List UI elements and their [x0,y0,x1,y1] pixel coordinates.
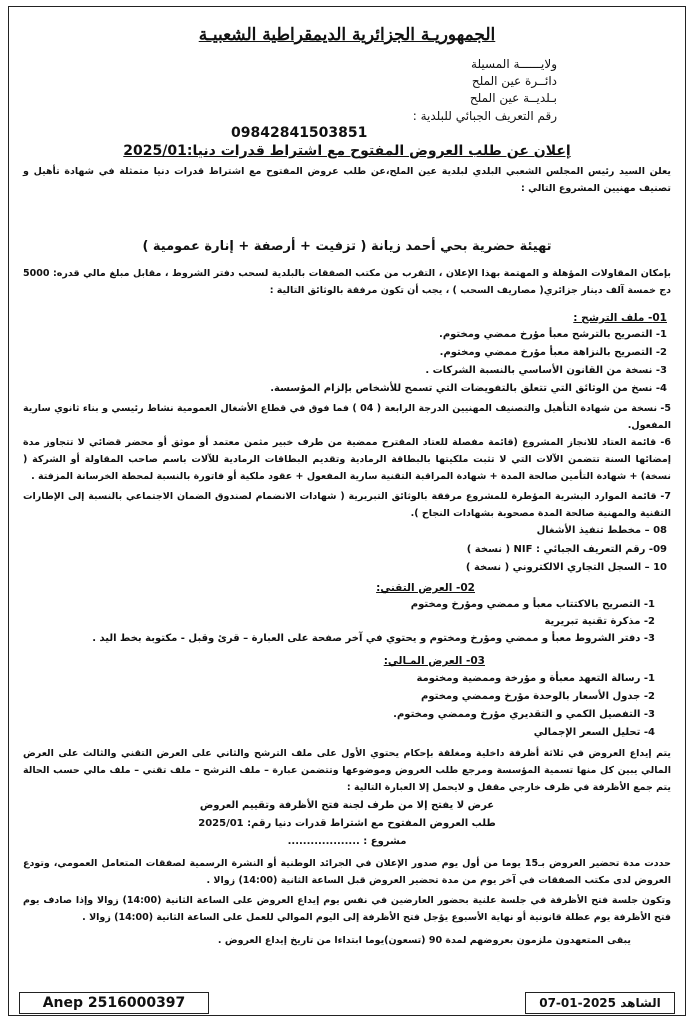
closing-paragraph-3: يبقى المتعهدون ملزمون بعروضهم لمدة 90 (تسعون)يوما ابتداءا من تاريخ إيداع العروض . [217,935,631,946]
list-item: 3- التفصيل الكمي و التقديري مؤرخ وممضي ومختوم. [393,709,655,720]
list-item: 09- رقم التعريف الجبائي : NIF ( نسخة ) [466,544,667,555]
deposit-paragraph: يتم إيداع العروض في ثلاثة أظرفة داخلية ومغلقة بإحكام يحتوي الأول على ملف الترشح والثاني على العرض التقني والثالث على العرض المالي يبين كل منها تسمية المؤسسة ومرجع طلب العروض وموضوعها وتتضمن عبارة – ملف الترشح – ملف تقني – ملف مالي حسب الحالة يتم جمع الأظرفة في ظرف خارجي مقفل و لايحمل إلا العبارة التالية : [23,748,671,793]
list-item: 4- تحليل السعر الإجمالي [533,727,655,738]
list-item: 4- نسخ من الوثائق التي تتعلق بالتفويضات التي تسمح للأشخاص بإلزام المؤسسة. [270,383,667,394]
anep-reference: Anep 2516000397 [19,992,209,1014]
intro-paragraph: يعلن السيد رئيس المجلس الشعبي البلدي لبلدية عين الملح،عن طلب عروض المفتوح مع اشتراط قدرات دنيا متمثلة في شهادة تأهيل و تصنيف مهنيين المشروع التالي : [23,166,671,194]
financial-heading: 03- العرض المـالي: [383,655,485,667]
list-item: 6- قائمة العتاد للانجاز المشروع (قائمة مفصلة للعتاد المقترح ممضية من طرف خبير مثمن معتمد أو موثق أو محضر قضائي لا تتجاوز مدة إمضائها السنة تتضمن الآلات التي لا تثبت ملكيتها بالبطاقة الرمادية وتقديم البطاقات الرمادية للآلات باسم صاحب المقاولة أو الشركة ( نسخة) + شهادة التأمين صالحة المدة + شهادة المراقبة التقنية سارية المفعول + عقود ملكية أو فاتورة بالنسبة لمحطة الخرسانة المزفتة . [23,437,671,482]
list-item: 1- التصريح بالاكتتاب معبأ و ممضي ومؤرخ ومختوم [410,599,655,610]
nif-label: رقم التعريف الجبائي للبلدية : [412,109,557,123]
page-title: الجمهوريـة الجزائرية الديمقراطية الشعبيـة [198,25,496,45]
announcement-subject: إعلان عن طلب العروض المفتوح مع اشتراط قدرات دنيا:2025/01 [123,143,571,159]
list-item: 1- رسالة التعهد معبأة و مؤرخة وممضية ومختومة [416,673,655,684]
list-item: 2- مذكرة تقنية تبريرية [544,616,655,627]
list-item: 3- دفتر الشروط معبأ و ممضي ومؤرخ ومختوم و يحتوي في آخر صفحة على العبارة – قرئ وقبل - مكتوبة بخط اليد . [92,633,655,644]
list-item: 2- التصريح بالنزاهة معبأ مؤرخ ممضي ومختوم. [439,347,667,358]
newspaper-name: الشاهد [620,996,661,1010]
list-item: 7- قائمة الموارد البشرية المؤطرة للمشروع مرفقة بالوثائق التبريرية ( شهادات الانضمام لصندوق الضمان الاجتماعي بالنسبة إلى الإطارات التقنية والمهنية صالحة المدة مصحوبة بشهادات النجاح ). [23,491,671,519]
closing-paragraph-2: وتكون جلسة فتح الأظرفة في جلسة علنية بحضور العارضين في نفس يوم إيداع العروض على الساعة الثانية (14:00) زوالا وإذا صادف يوم فتح الأظرفة يوم عطلة قانونية أو نهاية الأسبوع يؤجل فتح الأظرفة إلى اليوم الموالي للعمل على الساعة الثانية (14:00) زوالا . [23,895,671,923]
nif-value: 09842841503851 [231,125,368,141]
announcement-page [8,6,686,1016]
project-title: تهيئة حضرية بحي أحمد زيانة ( تزفيت + أرصفة + إنارة عمومية ) [142,239,552,254]
envelope-line-1: عرض لا يفتح إلا من طرف لجنة فتح الأظرفة وتقييم العروض [199,800,495,811]
invite-paragraph: بإمكان المقاولات المؤهلة و المهتمة بهذا الإعلان ، التقرب من مكتب الصفقات بالبلدية لسحب دفتر الشروط ، مقابل مبلغ مالي قدره: 5000 دج خمسة آلف دينار جزائري( مصاريف السحب ) ، يجب أن تكون مرفقة بالوثائق التالية : [23,268,671,296]
newspaper-box [525,992,675,1014]
publication-date: 2025-01-07 [539,996,616,1010]
candidature-heading: 01- ملف الترشح : [573,312,667,324]
technical-heading: 02- العرض التقني: [376,582,475,594]
list-item: 3- نسخة من القانون الأساسي بالنسبة الشركات . [425,365,667,376]
list-item: 2- جدول الأسعار بالوحدة مؤرخ وممضي ومختوم [421,691,655,702]
envelope-line-3: مشروع : ................... [287,836,407,847]
list-item: 08 – مخطط تنفيذ الأشغال [536,525,667,536]
wilaya-line: ولايــــــة المسيلة [471,57,557,71]
commune-line: بـلديــة عين الملح [469,91,557,105]
daira-line: دائــرة عين الملح [471,74,557,88]
list-item: 10 – السجل التجاري الالكتروني ( نسخة ) [465,562,667,573]
closing-paragraph-1: حددت مدة تحضير العروض بـ15 يوما من أول يوم صدور الإعلان في الجرائد الوطنية أو النشرة الرسمية لصفقات المتعامل العمومي، وتودع العروض لدى مكتب الصفقات في آخر يوم من مدة تحضير العروض قبل الساعة الثانية (14:00) زوالا . [23,858,671,886]
envelope-line-2: طلب العروض المفتوح مع اشتراط قدرات دنيا رقم: 2025/01 [198,818,496,829]
list-item: 5- نسخة من شهادة التأهيل والتصنيف المهنيين الدرجة الرابعة ( 04 ) فما فوق في قطاع الأشغال العمومية نشاط رئيسي و بناء ثانوي سارية المفعول. [23,403,671,431]
list-item: 1- التصريح بالترشح معبأ مؤرخ ممضي ومختوم. [439,329,667,340]
